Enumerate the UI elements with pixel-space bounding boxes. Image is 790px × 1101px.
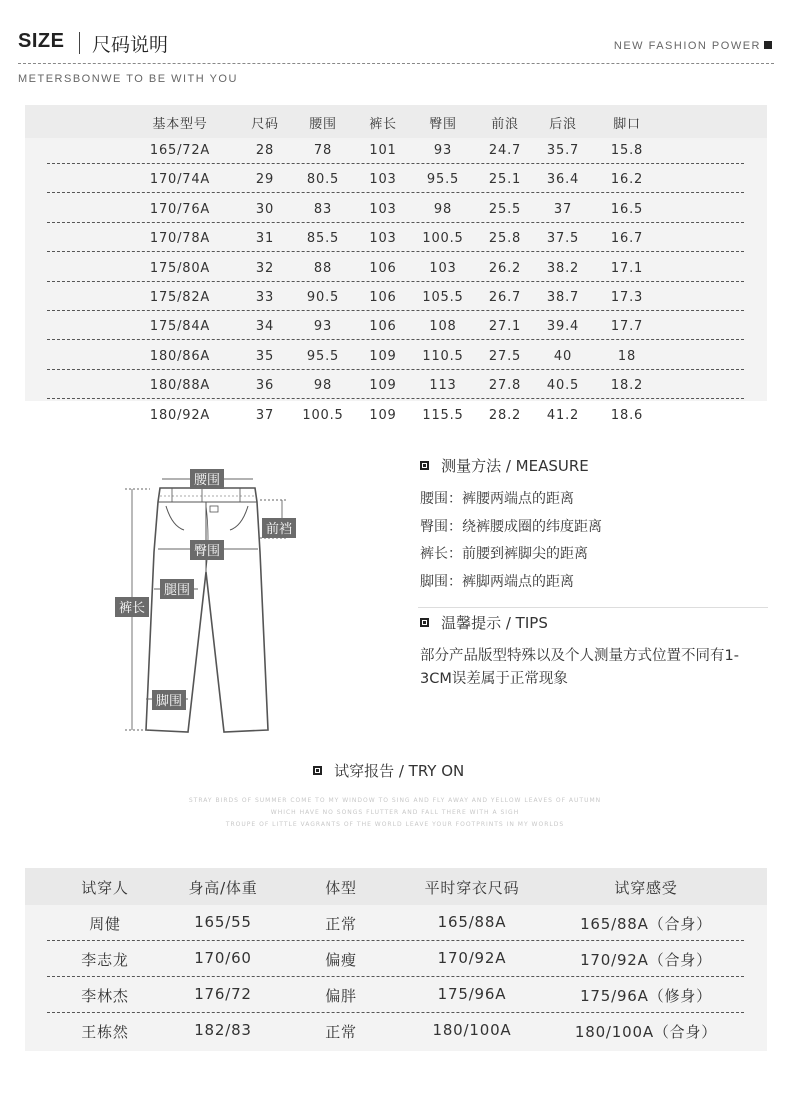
table-row-divider: [47, 1012, 744, 1013]
size-table-cell: 105.5: [422, 290, 464, 305]
size-table-cell: 16.5: [610, 201, 644, 217]
size-table-cell: 31: [255, 231, 275, 247]
pants-diagram: [110, 462, 300, 742]
tryon-table-cell: 165/88A（合身）: [580, 915, 712, 933]
size-table-cell: 85.5: [306, 231, 340, 247]
size-table-cell: 103: [429, 260, 457, 276]
tips-text: 部分产品版型特殊以及个人测量方式位置不同有1-3CM误差属于正常现象: [420, 648, 739, 687]
size-table-cell: 27.5: [488, 348, 522, 364]
size-table-cell: 95.5: [306, 348, 340, 364]
size-table-cell: 180/92A: [149, 407, 211, 423]
tips-title-text: 温馨提示 / TIPS: [441, 614, 548, 632]
brand-subtagline: METERSBONWE TO BE WITH YOU: [18, 73, 238, 85]
table-row-divider: [47, 281, 744, 282]
tryon-table-cell: 李志龙: [81, 951, 129, 969]
section-title-cn: 尺码说明: [92, 34, 169, 56]
size-table-cell: 180/86A: [149, 348, 211, 364]
size-table-cell: 113: [429, 378, 457, 394]
tryon-table-cell: 周健: [89, 915, 121, 933]
table-row-divider: [47, 369, 744, 370]
size-table-cell: 17.1: [610, 260, 644, 276]
size-table-cell: 175/80A: [149, 260, 211, 276]
brand-tagline: [614, 40, 772, 52]
size-table-cell: 115.5: [422, 407, 464, 423]
tryon-table-cell: 偏瘦: [325, 951, 357, 969]
size-table-cell: 93: [313, 319, 333, 335]
tryon-table-cell: 176/72: [194, 985, 252, 1003]
label-front-rise: 前裆: [265, 522, 293, 537]
size-table-header-cell: 腰围: [309, 117, 337, 132]
title-divider: [79, 32, 80, 54]
tryon-table-header-cell: 试穿人: [81, 879, 129, 897]
size-table-cell: 36: [255, 378, 275, 394]
size-table-cell: 109: [369, 348, 397, 364]
size-table-cell: 32: [255, 260, 275, 276]
size-table-cell: 40: [553, 348, 573, 364]
tryon-table-cell: 170/92A（合身）: [580, 951, 712, 969]
size-table-cell: 170/74A: [149, 172, 211, 188]
size-table-cell: 109: [369, 378, 397, 394]
bullet-square-icon: [420, 618, 429, 627]
size-table-cell: 101: [369, 143, 397, 158]
table-row-divider: [47, 940, 744, 941]
size-table-cell: 25.8: [488, 231, 522, 247]
label-hip: 臀围: [193, 544, 221, 559]
size-table-cell: 17.7: [610, 319, 644, 335]
size-table-cell: 109: [369, 407, 397, 423]
bullet-square-icon: [313, 766, 322, 775]
size-table-cell: 100.5: [422, 231, 464, 247]
tips-divider: [418, 607, 768, 608]
size-table-cell: 106: [369, 260, 397, 276]
size-table-cell: 36.4: [546, 172, 580, 188]
table-row-divider: [47, 339, 744, 340]
size-table-cell: 170/76A: [149, 201, 211, 217]
tryon-table-cell: 170/92A: [437, 949, 507, 967]
tryon-table-cell: 正常: [325, 1023, 357, 1041]
size-table-cell: 98: [313, 378, 333, 394]
tryon-table-cell: 180/100A（合身）: [574, 1023, 718, 1041]
size-table-cell: 25.5: [488, 201, 522, 217]
square-icon: [764, 41, 772, 49]
size-table-cell: 180/88A: [149, 378, 211, 394]
measure-line: 脚围：裤脚两端点的距离: [420, 574, 574, 590]
size-table-cell: 28.2: [488, 407, 522, 423]
measure-line: 臀围：绕裤腰成圈的纬度距离: [420, 519, 602, 535]
size-table-cell: 26.2: [488, 260, 522, 276]
tryon-table-cell: 正常: [325, 915, 357, 933]
faint-text: STRAY BIRDS OF SUMMER COME TO MY WINDOW TO SING AND FLY AWAY AND YELLOW LEAVES OF AUTUMN: [188, 797, 602, 804]
size-table-cell: 38.7: [546, 290, 580, 305]
size-table-cell: 106: [369, 290, 397, 305]
table-row-divider: [47, 251, 744, 252]
size-table-cell: 18.2: [610, 378, 644, 394]
size-table-cell: 18: [617, 348, 637, 364]
tryon-table-header-cell: 体型: [325, 879, 357, 897]
tryon-table-header-cell: 身高/体重: [188, 879, 258, 897]
size-table-cell: 108: [429, 319, 457, 335]
tryon-table-cell: 李林杰: [81, 987, 129, 1005]
size-table-cell: 27.8: [488, 378, 522, 394]
size-table-cell: 37: [553, 201, 573, 217]
size-table-cell: 100.5: [302, 407, 344, 423]
size-table-cell: 103: [369, 231, 397, 247]
table-row-divider: [47, 310, 744, 311]
size-table-cell: 110.5: [422, 348, 464, 364]
tryon-table-cell: 王栋然: [81, 1023, 129, 1041]
size-table-cell: 41.2: [546, 407, 580, 423]
table-row-divider: [47, 192, 744, 193]
tryon-table-cell: 165/55: [194, 913, 252, 931]
size-table-cell: 24.7: [488, 143, 522, 158]
size-table-cell: 29: [255, 172, 275, 188]
size-table-cell: 78: [313, 143, 333, 158]
size-table-cell: 17.3: [610, 290, 644, 305]
tryon-table-header-cell: 试穿感受: [614, 879, 678, 897]
tryon-table-header-cell: 平时穿衣尺码: [424, 879, 520, 897]
measure-line: 裤长：前腰到裤脚尖的距离: [420, 546, 588, 562]
size-table-cell: 28: [255, 143, 275, 158]
tryon-table-cell: 170/60: [194, 949, 252, 967]
size-table-header-cell: 前浪: [491, 117, 519, 132]
size-table-cell: 98: [433, 201, 453, 217]
size-table-cell: 103: [369, 201, 397, 217]
size-table-cell: 88: [313, 260, 333, 276]
size-table-header-cell: 后浪: [549, 117, 577, 132]
size-table-cell: 39.4: [546, 319, 580, 335]
label-length: 裤长: [118, 601, 146, 616]
size-table-cell: 37.5: [546, 231, 580, 247]
size-table-cell: 175/84A: [149, 319, 211, 335]
table-row-divider: [47, 398, 744, 399]
size-table-cell: 38.2: [546, 260, 580, 276]
size-table-cell: 30: [255, 201, 275, 217]
size-table-cell: 16.7: [610, 231, 644, 247]
size-table-cell: 95.5: [426, 172, 460, 188]
tryon-table-cell: 偏胖: [325, 987, 357, 1005]
size-table-cell: 37: [255, 407, 275, 423]
size-table-cell: 175/82A: [149, 290, 211, 305]
label-waist: 腰围: [193, 473, 221, 488]
size-table-cell: 165/72A: [149, 143, 211, 158]
size-table-cell: 106: [369, 319, 397, 335]
size-table-cell: 26.7: [488, 290, 522, 305]
tryon-table-cell: 182/83: [194, 1021, 252, 1039]
size-table-cell: 16.2: [610, 172, 644, 188]
size-table-cell: 27.1: [488, 319, 522, 335]
size-table-cell: 18.6: [610, 407, 644, 423]
label-hem: 脚围: [155, 694, 183, 709]
tryon-title: [313, 760, 464, 781]
size-table-header-cell: 尺码: [251, 117, 279, 132]
size-table-header-cell: 基本型号: [152, 117, 208, 132]
section-title-size: SIZE: [18, 30, 65, 52]
bullet-square-icon: [420, 461, 429, 470]
tryon-table-cell: 180/100A: [432, 1021, 512, 1039]
size-table-cell: 35: [255, 348, 275, 364]
size-table-cell: 40.5: [546, 378, 580, 394]
label-thigh: 腿围: [163, 583, 191, 598]
tryon-table-cell: 175/96A（修身）: [580, 987, 712, 1005]
table-row-divider: [47, 222, 744, 223]
tryon-table-cell: 165/88A: [437, 913, 507, 931]
size-table-cell: 35.7: [546, 143, 580, 158]
size-table-cell: 15.8: [610, 143, 644, 158]
size-table-cell: 83: [313, 201, 333, 217]
size-table-cell: 90.5: [306, 290, 340, 305]
brand-tagline-text: NEW FASHION POWER: [613, 40, 761, 52]
size-table-cell: 80.5: [306, 172, 340, 188]
tryon-table-cell: 175/96A: [437, 985, 507, 1003]
size-table-cell: 25.1: [488, 172, 522, 188]
measure-title-text: 测量方法 / MEASURE: [441, 457, 589, 475]
faint-text: WHICH HAVE NO SONGS FLUTTER AND FALL THERE WITH A SIGH: [270, 809, 520, 816]
faint-text: TROUPE OF LITTLE VAGRANTS OF THE WORLD LEAVE YOUR FOOTPRINTS IN MY WORLDS: [225, 821, 565, 828]
table-row-divider: [47, 976, 744, 977]
table-row-divider: [47, 163, 744, 164]
size-table-cell: 93: [433, 143, 453, 158]
size-table-cell: 170/78A: [149, 231, 211, 247]
size-table-header-cell: 裤长: [369, 117, 397, 132]
size-table-cell: 34: [255, 319, 275, 335]
tips-title: [420, 612, 548, 633]
tryon-title-text: 试穿报告 / TRY ON: [334, 762, 465, 780]
size-table-cell: 33: [255, 290, 275, 305]
header-divider: [18, 63, 774, 64]
size-table-header-cell: 脚口: [613, 117, 641, 132]
measure-title: [420, 455, 589, 476]
size-table-header-cell: 臀围: [429, 117, 457, 132]
size-table-cell: 103: [369, 172, 397, 188]
measure-line: 腰围：裤腰两端点的距离: [420, 491, 574, 507]
